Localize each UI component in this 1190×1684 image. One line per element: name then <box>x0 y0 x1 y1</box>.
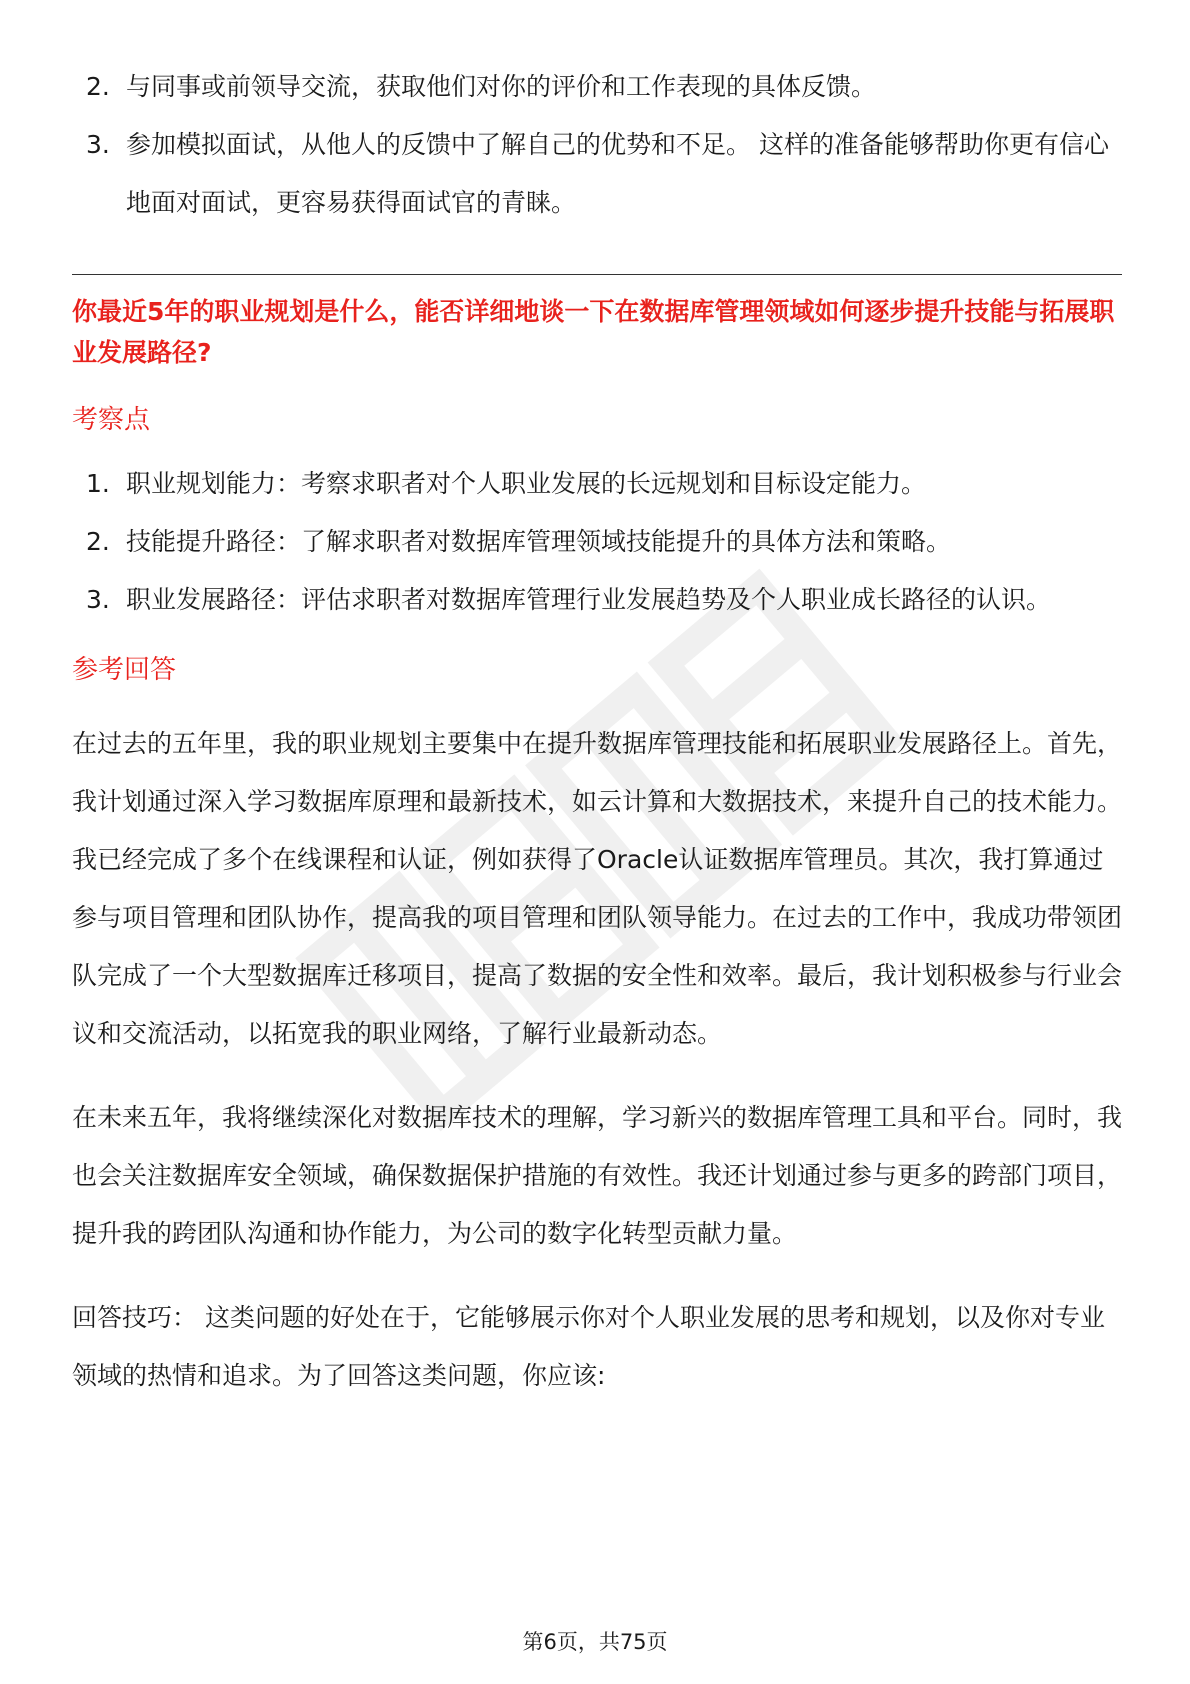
page-footer: 第6页，共75页 <box>522 1630 668 1654</box>
list-item <box>72 513 1122 571</box>
list-item <box>72 455 1122 513</box>
list-number: 1. <box>86 469 110 498</box>
list-text: 职业规划能力：考察求职者对个人职业发展的长远规划和目标设定能力。 <box>126 469 927 498</box>
list-text: 职业发展路径：评估求职者对数据库管理行业发展趋势及个人职业成长路径的认识。 <box>126 585 1052 614</box>
answer-paragraph: 在未来五年，我将继续深化对数据库技术的理解，学习新兴的数据库管理工具和平台。同时，我也会关注数据库安全领域，确保数据保护措施的有效性。我还计划通过参与更多的跨部门项目，提升我的跨团队沟通和协作能力，为公司的数字化转型贡献力量。 <box>72 1103 1123 1248</box>
answer-heading: 参考回答 <box>72 655 177 685</box>
list-text: 参加模拟面试，从他人的反馈中了解自己的优势和不足。 这样的准备能够帮助你更有信心地面对面试，更容易获得面试官的青睐。 <box>126 130 1109 217</box>
list-item <box>72 58 1122 116</box>
list-number: 3. <box>86 130 110 159</box>
list-text: 与同事或前领导交流，获取他们对你的评价和工作表现的具体反馈。 <box>126 72 877 101</box>
list-item <box>72 116 1122 232</box>
answer-tips: 回答技巧： 这类问题的好处在于，它能够展示你对个人职业发展的思考和规划，以及你对专业领域的热情和追求。为了回答这类问题，你应该: <box>72 1303 1105 1390</box>
list-text: 技能提升路径：了解求职者对数据库管理领域技能提升的具体方法和策略。 <box>126 527 952 556</box>
page-content <box>72 58 1122 1405</box>
section-divider <box>72 274 1122 275</box>
list-number: 3. <box>86 585 110 614</box>
previous-list <box>72 58 1122 232</box>
list-item <box>72 571 1122 629</box>
question-heading: 你最近5年的职业规划是什么，能否详细地谈一下在数据库管理领域如何逐步提升技能与拓展职业发展路径? <box>72 297 1115 367</box>
focus-list <box>72 455 1122 629</box>
list-number: 2. <box>86 527 110 556</box>
list-number: 2. <box>86 72 110 101</box>
answer-paragraph: 在过去的五年里，我的职业规划主要集中在提升数据库管理技能和拓展职业发展路径上。首先，我计划通过深入学习数据库原理和最新技术，如云计算和大数据技术，来提升自己的技术能力。我已经完成了多个在线课程和认证，例如获得了Oracle认证数据库管理员。其次，我打算通过参与项目管理和团队协作，提高我的项目管理和团队领导能力。在过去的工作中，我成功带领团队完成了一个大型数据库迁移项目，提高了数据的安全性和效率。最后，我计划积极参与行业会议和交流活动，以拓宽我的职业网络，了解行业最新动态。 <box>72 729 1123 1048</box>
focus-heading: 考察点 <box>72 405 151 435</box>
